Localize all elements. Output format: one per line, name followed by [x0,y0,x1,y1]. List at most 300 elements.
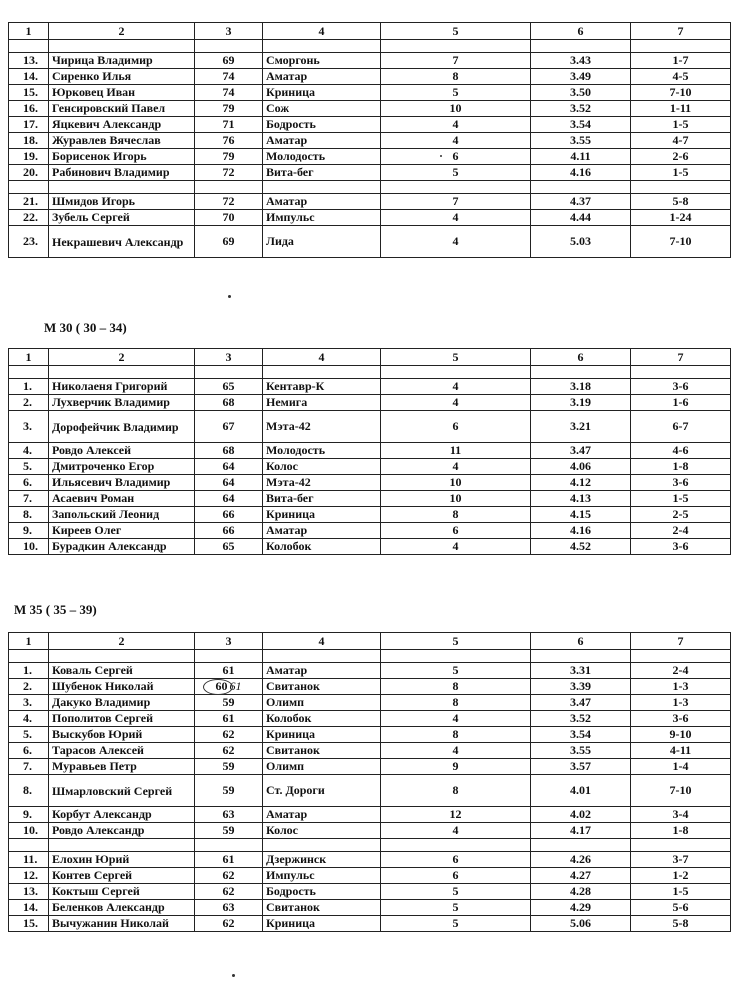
empty-cell [195,839,263,852]
header-cell: 6 [531,23,631,40]
club-name-text: Мэта-42 [266,475,311,489]
row-number-text: 18. [23,133,38,147]
col7-value [631,679,731,695]
club-name [263,679,381,695]
header-cell: 4 [263,349,381,366]
table-row [9,807,731,823]
club-name-text: Кентавр-К [266,379,325,393]
row-number-text: 20. [23,165,38,179]
col5-value [381,395,531,411]
time-value-text: 3.55 [570,133,591,147]
club-name-text: Импульс [266,868,315,882]
club-name-text: Мэта-42 [266,419,311,433]
col5-value [381,101,531,117]
col5-value [381,133,531,149]
birth-year [195,395,263,411]
row-number [9,759,49,775]
athlete-name-text: Беленков Александр [52,900,165,914]
club-name [263,900,381,916]
col5-value [381,69,531,85]
table-row [9,743,731,759]
birth-year [195,900,263,916]
section-title-m35: М 35 ( 35 – 39) [14,602,97,617]
table-row [9,85,731,101]
row-number-text: 14. [23,900,38,914]
col7-value-text: 5-8 [672,916,689,930]
birth-year [195,85,263,101]
col7-value [631,133,731,149]
row-number-text: 22. [23,210,38,224]
row-number [9,149,49,165]
empty-cell [49,366,195,379]
time-value-text: 4.44 [570,210,591,224]
col7-value-text: 4-7 [672,133,689,147]
athlete-name-text: Шубенок Николай [52,679,154,693]
birth-year [195,663,263,679]
athlete-name [49,411,195,443]
club-name [263,459,381,475]
birth-year-text: 65 [222,539,235,553]
athlete-name-text: Борисенок Игорь [52,149,147,163]
birth-year-text: 60 [215,679,228,693]
athlete-name [49,395,195,411]
col7-value [631,379,731,395]
club-name [263,539,381,555]
col5-value-text: 9 [452,759,459,773]
time-value-text: 4.37 [570,194,591,208]
header-cell: 3 [195,349,263,366]
athlete-name-text: Сиренко Илья [52,69,132,83]
col5-value [381,823,531,839]
time-value [531,663,631,679]
athlete-name [49,711,195,727]
spacer-row [9,40,731,53]
time-value [531,916,631,932]
club-name-text: Колос [266,823,299,837]
birth-year-text: 62 [222,884,235,898]
birth-year [195,823,263,839]
birth-year-text: 62 [222,727,235,741]
col7-value-text: 2-4 [672,663,689,677]
time-value [531,379,631,395]
col5-value [381,711,531,727]
empty-cell [263,839,381,852]
row-number-text: 11. [23,852,38,866]
athlete-name-text: Некрашевич Александр [52,234,184,249]
club-name [263,133,381,149]
col7-value-text: 3-4 [672,807,689,821]
club-name [263,916,381,932]
birth-year-text: 62 [222,743,235,757]
birth-year [195,53,263,69]
club-name [263,411,381,443]
header-cell: 5 [381,633,531,650]
empty-cell [49,650,195,663]
birth-year-text: 72 [222,165,235,179]
table-row [9,663,731,679]
athlete-name [49,69,195,85]
col5-value [381,210,531,226]
time-value [531,807,631,823]
table-row [9,53,731,69]
club-name-text: Сож [266,101,290,115]
paper-speck [440,155,442,157]
col5-value [381,507,531,523]
club-name [263,443,381,459]
col7-value [631,491,731,507]
col5-value-text: 11 [449,443,462,457]
header-cell: 5 [381,349,531,366]
time-value [531,539,631,555]
athlete-name [49,852,195,868]
col7-value-text: 4-11 [669,743,692,757]
col7-value-text: 5-8 [672,194,689,208]
col7-value [631,475,731,491]
time-value-text: 3.57 [570,759,591,773]
col5-value-text: 4 [452,459,459,473]
col7-value [631,117,731,133]
col7-value [631,727,731,743]
club-name-text: Криница [266,85,316,99]
time-value [531,900,631,916]
time-value-text: 3.47 [570,695,591,709]
time-value [531,53,631,69]
col7-value-text: 4-6 [672,443,689,457]
time-value [531,194,631,210]
table-row [9,165,731,181]
club-name [263,663,381,679]
athlete-name-text: Шмидов Игорь [52,194,136,208]
table-row [9,491,731,507]
row-number [9,53,49,69]
club-name-text: Лида [266,234,294,248]
club-name [263,117,381,133]
club-name-text: Олимп [266,695,305,709]
athlete-name [49,663,195,679]
birth-year-text: 63 [222,807,235,821]
table-row [9,775,731,807]
table-row [9,711,731,727]
col5-value [381,459,531,475]
row-number-text: 2. [23,679,32,693]
time-value-text: 3.18 [570,379,591,393]
col5-value [381,868,531,884]
col5-value-text: 5 [452,165,459,179]
club-name-text: Ст. Дороги [266,783,325,797]
col7-value [631,459,731,475]
col5-value-text: 6 [452,523,459,537]
birth-year-text: 68 [222,443,235,457]
empty-cell [9,40,49,53]
birth-year [195,775,263,807]
birth-year-text: 79 [222,149,235,163]
birth-year-text: 76 [222,133,235,147]
time-value [531,117,631,133]
col7-value-text: 4-5 [672,69,689,83]
col7-value-text: 1-24 [669,210,692,224]
club-name [263,507,381,523]
col7-value [631,823,731,839]
time-value-text: 3.19 [570,395,591,409]
row-number [9,679,49,695]
club-name [263,743,381,759]
col7-value-text: 3-6 [672,539,689,553]
col7-value [631,149,731,165]
club-name [263,210,381,226]
birth-year [195,210,263,226]
birth-year [195,743,263,759]
club-name [263,53,381,69]
athlete-name-text: Дакуко Владимир [52,695,151,709]
time-value [531,459,631,475]
empty-cell [195,181,263,194]
athlete-name-text: Киреев Олег [52,523,122,537]
col5-value [381,852,531,868]
club-name-text: Колобок [266,711,312,725]
row-number [9,69,49,85]
row-number [9,379,49,395]
time-value-text: 4.52 [570,539,591,553]
table-row [9,823,731,839]
section-title-m30: М 30 ( 30 – 34) [44,320,127,335]
club-name [263,695,381,711]
header-row [9,633,731,650]
row-number-text: 10. [23,539,38,553]
club-name-text: Аматар [266,194,308,208]
col7-value-text: 3-6 [672,475,689,489]
row-number-text: 14. [23,69,38,83]
empty-cell [49,181,195,194]
table-row [9,395,731,411]
col5-value [381,539,531,555]
time-value [531,101,631,117]
row-number [9,117,49,133]
col5-value [381,149,531,165]
table-row [9,133,731,149]
col7-value-text: 3-6 [672,379,689,393]
col7-value [631,53,731,69]
col7-value-text: 2-4 [672,523,689,537]
empty-cell [631,40,731,53]
col7-value-text: 2-6 [672,149,689,163]
row-number-text: 1. [23,379,32,393]
col5-value [381,523,531,539]
birth-year [195,852,263,868]
birth-year-text: 64 [222,475,235,489]
time-value-text: 5.03 [570,234,591,248]
time-value-text: 4.28 [570,884,591,898]
results-table-m35 [8,632,731,932]
club-name-text: Бодрость [266,884,316,898]
club-name [263,759,381,775]
table-row [9,226,731,258]
col5-value-text: 4 [452,234,459,248]
header-cell: 7 [631,23,731,40]
col5-value [381,743,531,759]
club-name-text: Аматар [266,807,308,821]
empty-cell [9,839,49,852]
paper-speck [228,295,231,298]
empty-cell [49,40,195,53]
col7-value-text: 1-3 [672,679,689,693]
club-name [263,775,381,807]
col7-value-text: 7-10 [669,783,692,797]
col7-value [631,194,731,210]
birth-year [195,443,263,459]
col5-value-text: 10 [449,491,462,505]
athlete-name [49,823,195,839]
empty-cell [631,839,731,852]
athlete-name-text: Выскубов Юрий [52,727,143,741]
time-value-text: 3.54 [570,727,591,741]
col7-value [631,900,731,916]
time-value [531,411,631,443]
birth-year-text: 59 [222,823,235,837]
row-number [9,101,49,117]
row-number-text: 13. [23,53,38,67]
birth-year [195,727,263,743]
athlete-name [49,775,195,807]
time-value [531,695,631,711]
birth-year [195,507,263,523]
empty-cell [381,366,531,379]
birth-year-text: 67 [222,419,235,433]
birth-year-text: 66 [222,523,235,537]
athlete-name [49,117,195,133]
birth-year-text: 74 [222,85,235,99]
time-value [531,523,631,539]
club-name-text: Молодость [266,149,326,163]
handwritten-year-note: 61 [229,679,242,693]
row-number-text: 7. [23,491,32,505]
athlete-name-text: Асаевич Роман [52,491,135,505]
row-number [9,884,49,900]
results-table-continued [8,22,731,258]
birth-year [195,916,263,932]
club-name-text: Аматар [266,69,308,83]
col7-value [631,85,731,101]
col5-value-text: 8 [452,695,459,709]
time-value [531,727,631,743]
athlete-name [49,807,195,823]
time-value [531,852,631,868]
club-name [263,69,381,85]
empty-cell [9,366,49,379]
time-value-text: 3.43 [570,53,591,67]
col7-value-text: 1-5 [672,165,689,179]
athlete-name-text: Лухверчик Владимир [52,395,170,409]
time-value-text: 4.29 [570,900,591,914]
athlete-name-text: Журавлев Вячеслав [52,133,161,147]
col7-value [631,916,731,932]
club-name-text: Криница [266,916,316,930]
birth-year-text: 74 [222,69,235,83]
birth-year-text: 61 [222,663,235,677]
col7-value [631,711,731,727]
row-number [9,507,49,523]
row-number-text: 4. [23,443,32,457]
col5-value [381,727,531,743]
row-number-text: 7. [23,759,32,773]
header-cell: 5 [381,23,531,40]
col5-value [381,807,531,823]
birth-year-text: 71 [222,117,235,131]
time-value [531,210,631,226]
athlete-name [49,679,195,695]
col7-value [631,395,731,411]
birth-year-text: 72 [222,194,235,208]
row-number-text: 1. [23,663,32,677]
col7-value-text: 1-2 [672,868,689,882]
club-name-text: Сморгонь [266,53,320,67]
col5-value-text: 5 [452,916,459,930]
birth-year [195,695,263,711]
row-number-text: 15. [23,916,38,930]
spacer-row [9,181,731,194]
athlete-name-text: Чирица Владимир [52,53,153,67]
empty-cell [631,366,731,379]
athlete-name [49,226,195,258]
time-value-text: 4.01 [570,783,591,797]
row-number [9,695,49,711]
athlete-name [49,695,195,711]
header-cell: 3 [195,633,263,650]
col5-value-text: 8 [452,783,459,797]
time-value [531,775,631,807]
birth-year [195,459,263,475]
col7-value-text: 1-7 [672,53,689,67]
header-cell: 1 [9,349,49,366]
time-value [531,475,631,491]
col5-value-text: 5 [452,663,459,677]
row-number [9,226,49,258]
col7-value-text: 7-10 [669,234,692,248]
row-number-text: 3. [23,419,32,433]
row-number [9,395,49,411]
row-number [9,807,49,823]
time-value-text: 4.11 [570,149,591,163]
col5-value-text: 8 [452,507,459,521]
empty-cell [263,181,381,194]
row-number [9,711,49,727]
col7-value [631,69,731,85]
time-value-text: 3.47 [570,443,591,457]
time-value-text: 4.15 [570,507,591,521]
athlete-name [49,165,195,181]
athlete-name [49,884,195,900]
col5-value-text: 6 [452,149,459,163]
row-number-text: 10. [23,823,38,837]
athlete-name [49,443,195,459]
birth-year [195,759,263,775]
athlete-name [49,491,195,507]
birth-year-text: 59 [222,759,235,773]
time-value-text: 4.13 [570,491,591,505]
col5-value [381,379,531,395]
athlete-name [49,194,195,210]
athlete-name [49,210,195,226]
birth-year-text: 68 [222,395,235,409]
row-number-text: 3. [23,695,32,709]
header-cell: 7 [631,349,731,366]
club-name-text: Колобок [266,539,312,553]
birth-year-text: 61 [222,852,235,866]
header-cell: 3 [195,23,263,40]
time-value-text: 4.17 [570,823,591,837]
athlete-name-text: Дорофейчик Владимир [52,419,179,434]
athlete-name [49,743,195,759]
athlete-name [49,379,195,395]
